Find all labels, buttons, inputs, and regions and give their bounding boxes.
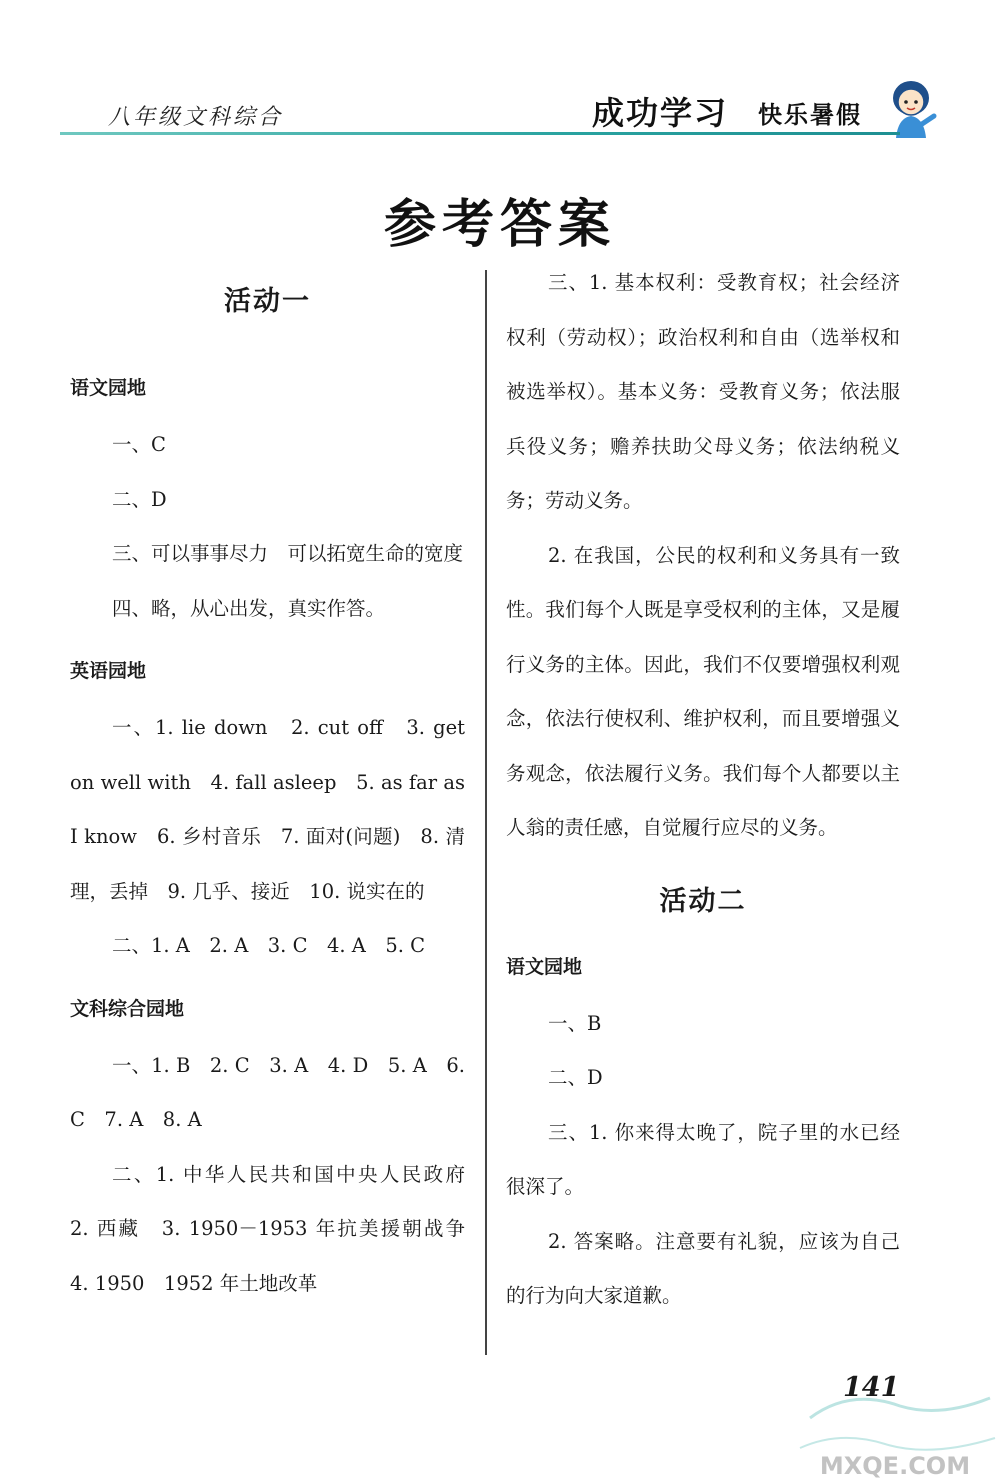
answer-line: 三、1. 基本权利：受教育权；社会经济权利（劳动权）；政治权利和自由（选举权和被选举权）。基本义务：受教育义务；依法服兵役义务；赡养扶助父母义务；依法纳税义务；劳动义务。 <box>506 271 900 512</box>
header-rule <box>60 132 900 135</box>
series-brand: 成功学习 <box>592 94 729 132</box>
answer-line: 二、D <box>112 487 167 511</box>
answer-line: 二、1. A 2. A 3. C 4. A 5. C <box>112 934 426 957</box>
section-heading-english: 英语园地 <box>70 660 147 682</box>
answer-line: 一、C <box>112 433 166 456</box>
column-divider <box>485 270 487 1355</box>
watermark-text: MXQE.COM <box>819 1452 971 1480</box>
activity-title-1: 活动一 <box>224 286 311 317</box>
page-title: 参考答案 <box>383 195 616 255</box>
answer-line: 三、1. 你来得太晚了，院子里的水已经很深了。 <box>506 1120 900 1198</box>
answer-line: 2. 在我国，公民的权利和义务具有一致性。我们每个人既是享受权利的主体，又是履行义务的主体。因此，我们不仅要增强权利观念，依法行使权利、维护权利，而且要增强义务观念，依法履行义务。我们每个人都要以主人翁的责任感，自觉履行应尽的义务。 <box>506 543 900 839</box>
answer-line: 2. 答案略。注意要有礼貌，应该为自己的行为向大家道歉。 <box>506 1229 900 1307</box>
page-number: 141 <box>843 1372 900 1403</box>
answer-line: 二、1. 中华人民共和国中央人民政府 2. 西藏 3. 1950－1953 年抗美援朝战争 4. 1950 1952 年土地改革 <box>70 1162 485 1295</box>
section-heading-liberal-arts: 文科综合园地 <box>70 997 185 1020</box>
answer-line: 二、D <box>548 1066 603 1089</box>
right-column <box>506 256 900 1324</box>
activity-title-2: 活动二 <box>659 885 747 917</box>
answer-line: 一、B <box>548 1011 602 1035</box>
book-subject-label: 八年级文科综合 <box>108 105 284 130</box>
answer-line: 三、可以事事尽力 可以拓宽生命的宽度 <box>112 542 464 565</box>
series-subtitle: 快乐暑假 <box>758 101 862 129</box>
answer-line: 一、1. B 2. C 3. A 4. D 5. A 6. C 7. A 8. A <box>70 1053 465 1131</box>
answer-line: 四、略，从心出发，真实作答。 <box>112 596 386 620</box>
left-column <box>70 276 485 1311</box>
section-heading-chinese: 语文园地 <box>70 377 147 399</box>
answer-line: 一、1. lie down 2. cut off 3. get on well with 4. fall asleep 5. as far as I know 6. 乡村音乐 7. 面对(问题) 8. 清理，丢掉 9. 几乎、接近 10. 说实在的 <box>70 716 465 903</box>
section-heading-chinese-2: 语文园地 <box>506 955 583 978</box>
